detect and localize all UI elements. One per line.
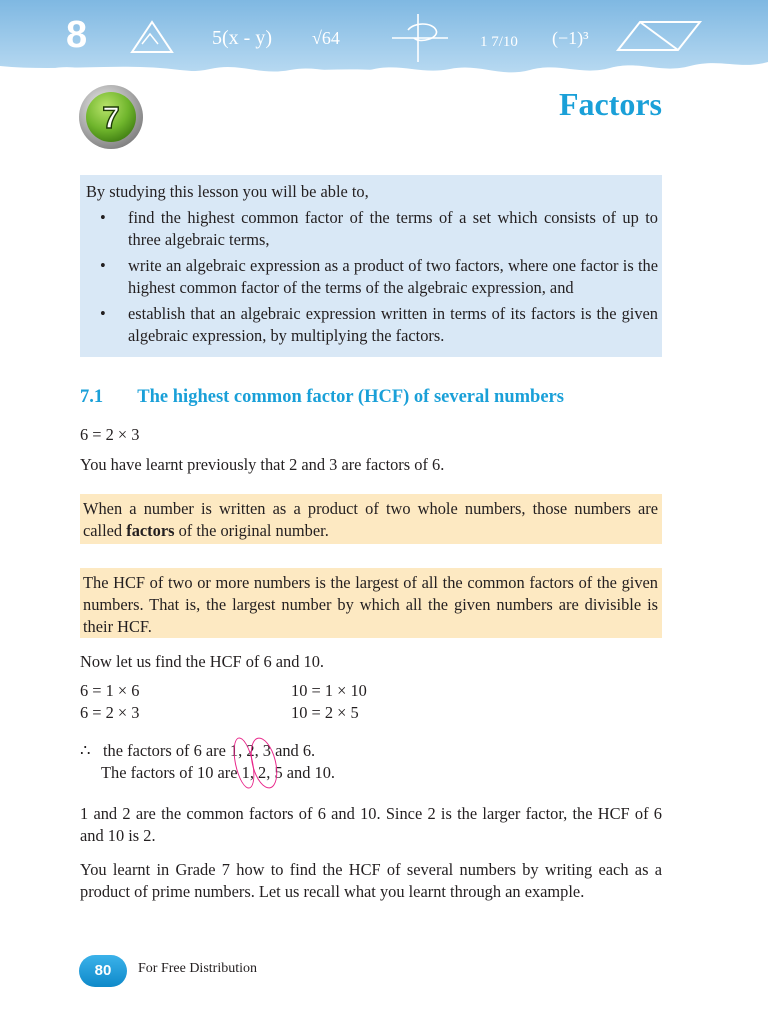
equation-10-first: 10 = 1 × 10 (291, 681, 367, 700)
page-number-badge: 80 (79, 955, 127, 987)
learning-objectives-box (80, 175, 662, 357)
factor-value: 2 (258, 763, 267, 782)
banner-background (0, 0, 768, 82)
section-heading (80, 387, 564, 408)
find-hcf-line: Now let us find the HCF of 6 and 10. (80, 652, 325, 671)
factors-of-10-line: The factors of 10 are 1, 2, 5 and 10. (101, 763, 335, 782)
objective-text: write an algebraic expression as a product of two factors, where one factor is the highest common factor of the terms of the algebraic expression, and (128, 256, 658, 297)
bullet-icon: • (100, 256, 106, 275)
grade7-paragraph: You learnt in Grade 7 how to find the HCF of several numbers by writing each as a product of prime numbers. Let us recall what you learnt through an example. (80, 860, 662, 901)
chapter-number: 7 (102, 100, 120, 135)
factor-value: 2 (246, 741, 255, 760)
objective-text: establish that an algebraic expression written in terms of its factors is the given algebraic expression, by multiplying the factors. (128, 304, 658, 345)
power-doodle: (−1)³ (552, 28, 589, 48)
footer-text: For Free Distribution (138, 961, 257, 976)
factors-text: 3 and 6. (262, 741, 316, 760)
objectives-intro: By studying this lesson you will be able to, (86, 182, 369, 201)
header-banner (0, 0, 768, 82)
factors-of-6-line: the factors of 6 are 1, 2, 3 and 6. (103, 741, 316, 760)
factor-value: 1 (241, 763, 250, 782)
chapter-badge (78, 84, 144, 150)
bullet-icon: • (100, 208, 106, 227)
sqrt-doodle: √64 (312, 28, 340, 48)
bullet-icon: • (100, 304, 106, 323)
hcf-definition-note: The HCF of two or more numbers is the largest of all the common factors of the given numbers. That is, the largest number by which all the given numbers are divisible is their HCF. (80, 568, 662, 638)
objective-item (86, 255, 658, 299)
equation-6-second: 6 = 2 × 3 (80, 703, 140, 722)
factors-text: 5 and 10. (274, 763, 335, 782)
common-factors-paragraph: 1 and 2 are the common factors of 6 and 10. Since 2 is the larger factor, the HCF of 6 and 10 is 2. (80, 804, 662, 845)
note-text: When a number is written as a product of two whole numbers, those numbers are called (83, 499, 658, 540)
factors-definition-note (80, 494, 662, 544)
factors-text: The factors of 10 are (101, 763, 242, 782)
objectives-list (86, 207, 658, 347)
intro-equation: 6 = 2 × 3 (80, 425, 140, 444)
objective-text: find the highest common factor of the terms of a set which consists of up to three algebraic terms, (128, 208, 658, 249)
section-number: 7.1 (80, 387, 104, 407)
learnt-line: You have learnt previously that 2 and 3 are factors of 6. (80, 455, 445, 474)
objective-item (86, 207, 658, 251)
equation-10-second: 10 = 2 × 5 (291, 703, 359, 722)
note-bold-term: factors (126, 521, 175, 540)
equation-6-first: 6 = 1 × 6 (80, 681, 140, 700)
factors-text: the factors of 6 are (103, 741, 230, 760)
factor-value: 1 (229, 741, 239, 760)
section-title: The highest common factor (HCF) of several numbers (137, 387, 564, 407)
fraction-doodle: 1 7/10 (480, 34, 518, 50)
grade-number: 8 (66, 14, 88, 56)
chapter-title: Factors (558, 86, 662, 122)
note-text: of the original number. (174, 521, 329, 540)
therefore-symbol: ∴ (80, 741, 91, 760)
objective-item (86, 303, 658, 347)
expression-doodle: 5(x - y) (212, 27, 272, 49)
